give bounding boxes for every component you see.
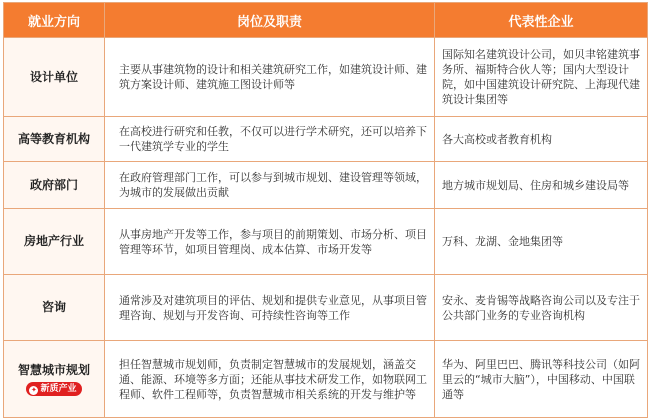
badge-label: 新质产业 — [40, 383, 77, 394]
table-row — [4, 162, 648, 209]
companies-cell: 各大高校或者教育机构 — [435, 117, 648, 162]
duties-cell: 在政府管理部门工作，可以参与到城市规划、建设管理等领域，为城市的发展做出贡献 — [105, 162, 435, 209]
direction-cell: 咨询 — [4, 275, 105, 341]
direction-cell: 房地产行业 — [4, 209, 105, 275]
duties-cell: 主要从事建筑物的设计和相关建筑研究工作，如建筑设计师、建筑方案设计师、建筑施工图设计师等 — [105, 38, 435, 117]
direction-label: 智慧城市规划 — [17, 362, 90, 377]
table-row — [4, 117, 648, 162]
companies-cell: 地方城市规划局、住房和城乡建设局等 — [435, 162, 648, 209]
career-table — [3, 2, 648, 418]
badge-star-icon: ✦ — [31, 385, 37, 394]
header-duties: 岗位及职责 — [105, 3, 435, 38]
direction-cell: 政府部门 — [4, 162, 105, 209]
companies-cell: 安永、麦肯锡等战略咨询公司以及专注于公共部门业务的专业咨询机构 — [435, 275, 648, 341]
direction-cell: 设计单位 — [4, 38, 105, 117]
duties-cell: 通常涉及对建筑项目的评估、规划和提供专业意见，从事项目管理咨询、规划与开发咨询、可持续性咨询等工作 — [105, 275, 435, 341]
header-direction: 就业方向 — [4, 3, 105, 38]
companies-cell: 万科、龙湖、金地集团等 — [435, 209, 648, 275]
duties-cell: 担任智慧城市规划师，负责制定智慧城市的发展规划，涵盖交通、能源、环境等多方面；还能从事技术研发工作，如物联网工程师、软件工程师等，负责智慧城市相关系统的开发与维护等 — [105, 341, 435, 418]
companies-cell: 国际知名建筑设计公司，如贝聿铭建筑事务所、福斯特合伙人等；国内大型设计院，如中国建筑设计研究院、上海现代建筑设计集团等 — [435, 38, 648, 117]
duties-cell: 从事房地产开发等工作，参与项目的前期策划、市场分析、项目管理等环节，如项目管理岗、成本估算、市场开发等 — [105, 209, 435, 275]
direction-cell — [4, 341, 105, 418]
duties-cell: 在高校进行研究和任教，不仅可以进行学术研究，还可以培养下一代建筑学专业的学生 — [105, 117, 435, 162]
direction-cell: 高等教育机构 — [4, 117, 105, 162]
header-row — [4, 3, 648, 38]
table-row — [4, 341, 648, 418]
header-companies: 代表性企业 — [435, 3, 648, 38]
new-industry-badge — [26, 382, 81, 396]
companies-cell: 华为、阿里巴巴、腾讯等科技公司（如阿里云的“城市大脑”），中国移动、中国联通等 — [435, 341, 648, 418]
table-row — [4, 38, 648, 117]
table-row — [4, 209, 648, 275]
table-row — [4, 275, 648, 341]
